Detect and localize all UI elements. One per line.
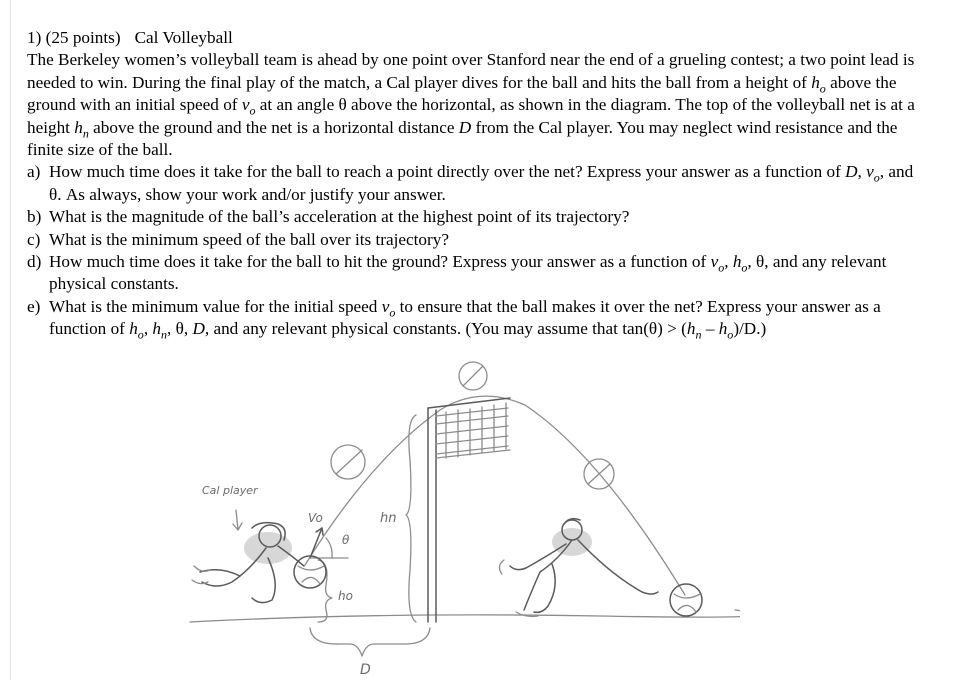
text-segment: , θ, [167,319,193,339]
d-label: D [360,662,371,678]
text-segment: above the ground and the net is a horizontal distance [88,117,459,137]
vo-label: Vo [308,511,323,525]
text-segment: D [458,117,472,137]
text-segment: v [241,95,250,115]
problem-intro [27,49,927,161]
text-segment: )/D.) [733,319,767,339]
ghost-ball-1-stripe [336,450,362,474]
text-segment: D [845,162,858,182]
d-brace [310,628,430,656]
question-label: a) [27,162,41,182]
cal-player-label: Cal player [202,484,258,497]
text-segment: h [732,252,742,272]
text-segment: from the Cal player. You may neglect wind resistance and the finite size of the ball. [27,117,898,160]
question-label: b) [27,207,42,227]
landed-ball [670,584,702,616]
ghost-ball-2-stripe [463,366,483,386]
text-segment: h [152,319,161,339]
problem-header [27,27,927,49]
ghost-ball-3-stripe [588,464,610,484]
text-segment: o [389,305,396,320]
text-segment: , [724,252,733,272]
text-segment: at an angle θ above the horizontal, as shown in the diagram. The top of the volleyball net is at a height [27,95,915,137]
text-segment: to ensure that the ball makes it over the net? Express your answer as a function of [49,296,881,339]
text-segment: What is the magnitude of the ball’s acceleration at the highest point of its trajectory? [49,207,630,227]
question-text [49,207,629,226]
text-segment: o [819,81,826,96]
text-segment: , and θ. As always, show your work and/or justify your answer. [49,162,914,204]
question-label: e) [27,296,41,316]
theta-label: θ [342,533,350,547]
question-text [49,296,881,342]
diagram-figure [180,360,740,680]
question-item [27,251,927,296]
text-segment: v [381,296,390,316]
page-margin-line [10,0,11,680]
question-list [27,161,927,340]
volleyball-net [428,398,510,622]
text-segment: v [866,162,874,182]
text-segment: o [137,327,144,342]
text-segment: v [710,252,719,272]
text-segment: n [82,126,89,141]
ho-label: ho [338,589,353,603]
question-item [27,206,927,228]
trajectory-arc [305,396,685,595]
stanford-player-figure [499,519,658,617]
text-segment: D [192,319,205,339]
text-segment: How much time does it take for the ball to hit the ground? Express your answer as a function of [49,252,711,272]
text-segment: o [873,170,880,185]
question-text [49,230,449,249]
hn-brace [406,415,416,622]
problem-statement [27,27,927,341]
problem-title: Cal Volleyball [134,28,233,47]
text-segment: , [857,162,867,182]
text-segment: What is the minimum value for the initial speed [49,296,382,316]
text-segment: , θ, and any relevant physical constants. [49,252,887,294]
question-item [27,161,927,206]
landed-ball-seams [674,594,700,612]
text-segment: How much time does it take for the ball to reach a point directly over the net? Express your answer as a function of [49,162,846,182]
text-segment: o [249,103,256,118]
text-segment: above the ground with an initial speed of [27,72,897,115]
question-item [27,229,927,251]
question-text [49,162,913,203]
text-segment: , and any relevant physical constants. (You may assume that tan(θ) > ( [204,319,687,339]
text-segment: h [811,72,820,92]
text-segment: o [727,327,734,342]
question-label: d) [27,252,42,272]
text-segment: n [161,327,168,342]
question-item [27,296,927,341]
hn-label: hn [380,511,397,526]
ho-brace [318,560,332,622]
text-segment: h [129,319,138,339]
problem-number: 1) (25 points) [27,28,121,47]
text-segment: o [741,260,748,275]
volleyball-sketch [180,360,740,680]
text-segment: h [74,117,83,137]
text-segment: h [718,319,728,339]
text-segment: What is the minimum speed of the ball over its trajectory? [49,229,449,249]
text-segment: – [701,319,719,339]
floor-line [190,610,740,622]
text-segment: , [143,319,153,339]
player-pointer-arrow [233,510,242,530]
question-text [49,252,886,293]
text-segment: The Berkeley women’s volleyball team is ahead by one point over Stanford near the end of a grueling contest; a two point lead is needed to win. During the final play of the match, a Cal player dives for the ball and hits the ball from a height of [27,50,915,92]
text-segment: n [695,327,702,342]
text-segment: h [686,319,696,339]
angle-arc [326,538,332,558]
text-segment: o [718,260,725,275]
question-label: c) [27,229,41,249]
